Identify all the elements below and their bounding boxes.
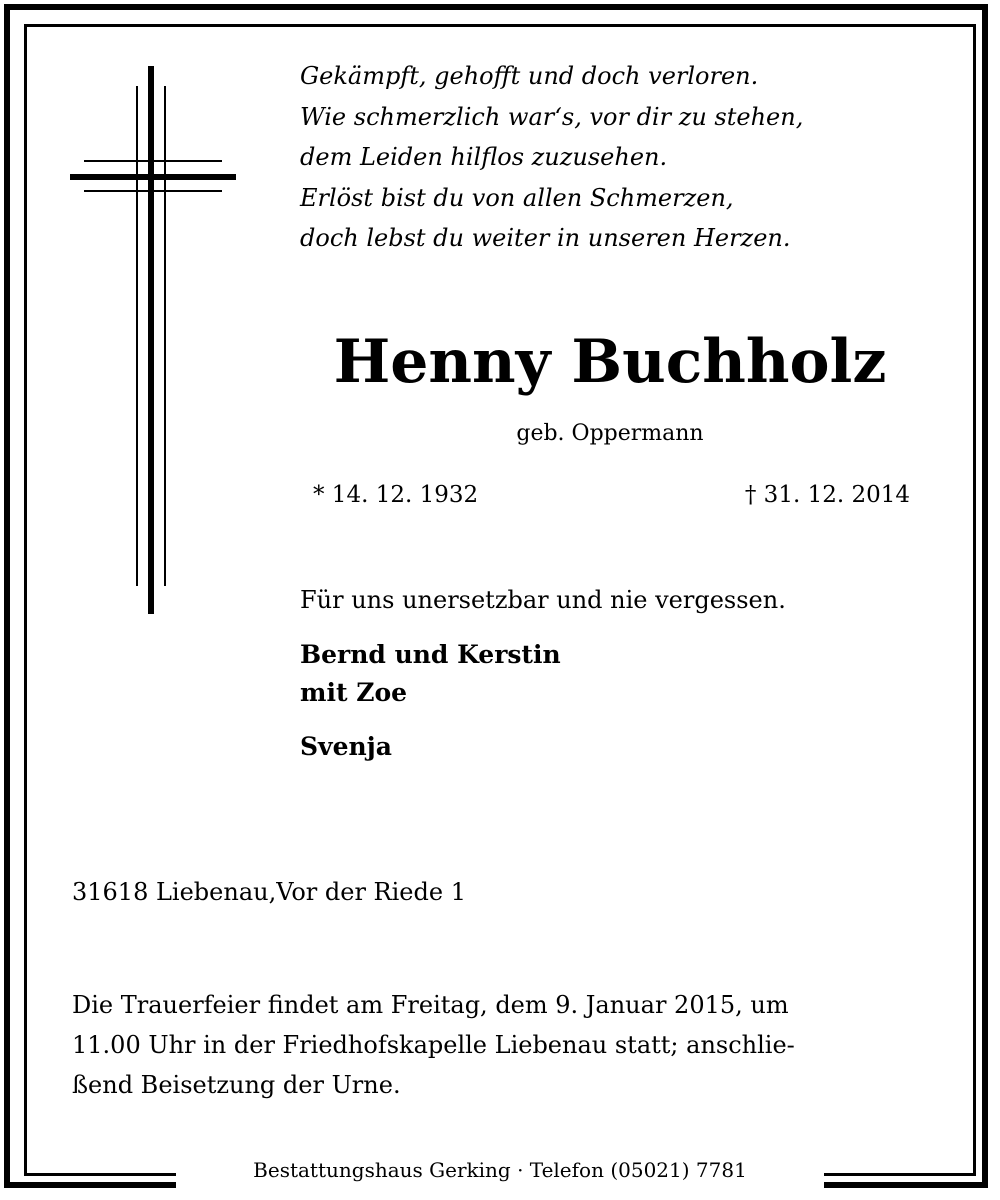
- funeral-home-footer: Bestattungshaus Gerking · Telefon (05021) 7781: [176, 1152, 824, 1188]
- birth-name: geb. Oppermann: [516, 421, 704, 446]
- poem-line: Erlöst bist du von allen Schmerzen,: [300, 183, 734, 212]
- poem-line: Wie schmerzlich war‘s, vor dir zu stehen,: [300, 102, 804, 131]
- poem-line: Gekämpft, gehofft und doch verloren.: [300, 62, 759, 90]
- family-line: Bernd und Kerstin: [300, 640, 561, 669]
- ceremony-line: ßend Beisetzung der Urne.: [72, 1071, 401, 1099]
- address: 31618 Liebenau,Vor der Riede 1: [72, 878, 466, 906]
- poem-line: dem Leiden hilflos zuzusehen.: [300, 143, 668, 171]
- ceremony-line: 11.00 Uhr in der Friedhofskapelle Liebenau statt; anschlie-: [72, 1031, 795, 1059]
- family-line: mit Zoe: [300, 678, 408, 707]
- death-date: † 31. 12. 2014: [744, 482, 910, 508]
- poem: [300, 56, 940, 259]
- tribute-text: Für uns unersetzbar und nie vergessen.: [300, 586, 786, 614]
- poem-line: doch lebst du weiter in unseren Herzen.: [300, 224, 791, 252]
- cross-icon: [70, 66, 236, 614]
- family-line: Svenja: [300, 732, 392, 761]
- ceremony-notice: [72, 985, 942, 1105]
- ceremony-line: Die Trauerfeier findet am Freitag, dem 9. Januar 2015, um: [72, 991, 789, 1019]
- deceased-name: Henny Buchholz: [333, 327, 887, 397]
- birth-date: * 14. 12. 1932: [313, 482, 479, 508]
